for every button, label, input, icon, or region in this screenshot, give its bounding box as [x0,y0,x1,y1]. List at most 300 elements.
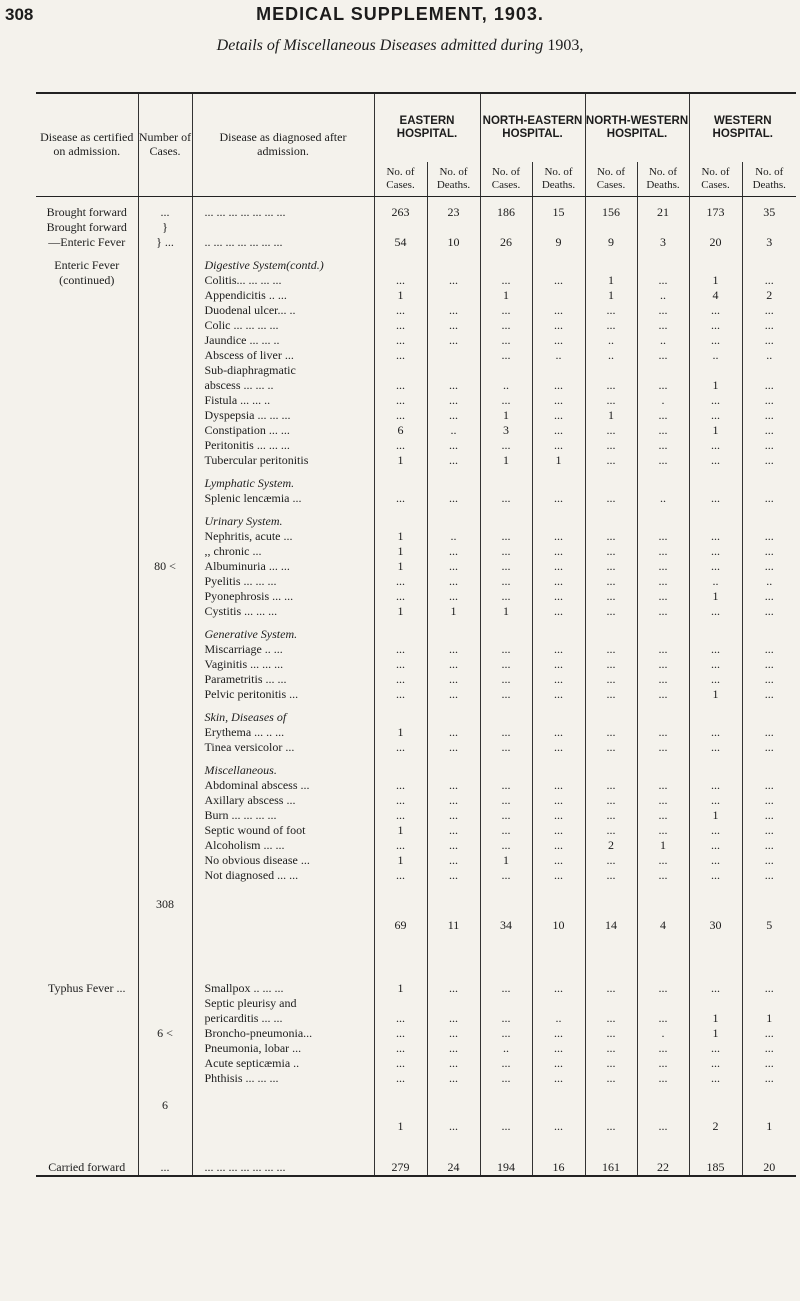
certified-disease-cell [36,589,138,604]
deaths-value-cell: 1 [742,1011,796,1026]
deaths-value-cell: ... [427,1026,480,1041]
certified-disease-cell [36,604,138,619]
cases-value-cell: ... [480,740,532,755]
cases-value-cell: ... [374,574,427,589]
deaths-value-cell: 1 [742,1119,796,1134]
table-row [36,303,796,318]
cases-value-cell: 1 [480,853,532,868]
deaths-value-cell: ... [532,672,585,687]
diagnosis-cell: Abdominal abscess ... [192,778,374,793]
deaths-value-cell [532,763,585,778]
diagnosis-cell [192,897,374,912]
diagnosis-cell: pericarditis ... ... [192,1011,374,1026]
deaths-value-cell: ... [637,853,689,868]
table-row [36,1041,796,1056]
deaths-value-cell: ... [427,1119,480,1134]
cases-value-cell: ... [585,823,637,838]
deaths-value-cell: ... [532,838,585,853]
deaths-value-cell: ... [427,642,480,657]
deaths-value-cell: ... [637,808,689,823]
header-disease-certified: Disease as certified on admission. [36,93,138,197]
deaths-value-cell: ... [637,1071,689,1086]
cases-value-cell [585,1098,637,1113]
deaths-value-cell: ... [427,1056,480,1071]
cases-value-cell: ... [689,604,742,619]
table-row [36,408,796,423]
deaths-value-cell [427,220,480,235]
cases-value-cell: 4 [689,288,742,303]
cases-value-cell [480,514,532,529]
cases-value-cell: ... [585,438,637,453]
deaths-value-cell [532,220,585,235]
deaths-value-cell [532,710,585,725]
table-row [36,453,796,468]
deaths-value-cell: ... [427,273,480,288]
cases-value-cell: 1 [374,544,427,559]
certified-disease-cell [36,657,138,672]
deaths-value-cell [742,897,796,912]
certified-disease-cell: Enteric Fever [54,258,120,272]
cases-value-cell: ... [374,808,427,823]
certified-disease-cell [36,996,138,1011]
diagnosis-cell: Skin, Diseases of [192,710,374,725]
deaths-value-cell [742,363,796,378]
deaths-value-cell [637,258,689,273]
deaths-value-cell: ... [742,657,796,672]
cases-value-cell [689,996,742,1011]
deaths-value-cell: ... [427,1011,480,1026]
deaths-value-cell: ... [532,333,585,348]
deaths-value-cell [427,258,480,273]
deaths-value-cell: ... [637,981,689,996]
table-row [36,559,796,574]
diagnosis-cell: Constipation ... ... [192,423,374,438]
deaths-value-cell: ... [427,1041,480,1056]
cases-value-cell [374,258,427,273]
case-count-cell [138,725,192,740]
cases-value-cell: ... [480,1056,532,1071]
deaths-value-cell [742,996,796,1011]
table-row [36,220,796,235]
case-count-cell [138,273,192,288]
diagnosis-cell: ,, chronic ... [192,544,374,559]
cases-value-cell: ... [480,981,532,996]
deaths-value-cell [742,220,796,235]
cases-value-cell: 1 [689,423,742,438]
certified-disease-cell [36,288,138,303]
diagnosis-cell: Pyelitis ... ... ... [192,574,374,589]
cases-value-cell: ... [374,1056,427,1071]
deaths-value-cell [742,710,796,725]
cases-value-cell: ... [374,778,427,793]
subtotal-row [36,1119,796,1134]
deaths-value-cell: 1 [637,838,689,853]
deaths-value-cell [637,514,689,529]
deaths-value-cell: 1 [532,453,585,468]
case-count-cell [138,1119,192,1134]
cases-value-cell [585,476,637,491]
deaths-value-cell [427,363,480,378]
certified-disease-cell [36,453,138,468]
cases-value-cell [374,476,427,491]
deaths-value-cell [742,476,796,491]
cases-value-cell: ... [480,393,532,408]
deaths-value-cell [427,288,480,303]
deaths-value-cell: 20 [742,1160,796,1176]
case-count-cell [138,808,192,823]
deaths-value-cell: ... [532,273,585,288]
deaths-value-cell: .. [532,1011,585,1026]
cases-value-cell [585,627,637,642]
case-count-cell [138,574,192,589]
deaths-value-cell [427,710,480,725]
table-row [36,544,796,559]
header-eastern-hospital: EASTERN HOSPITAL. [374,93,480,162]
row-spacer [36,1086,796,1098]
deaths-value-cell: .. [637,333,689,348]
deaths-value-cell: .. [637,491,689,506]
diagnosis-cell: ... ... ... ... ... ... ... [192,205,374,220]
case-count-cell [138,838,192,853]
deaths-value-cell: ... [532,868,585,883]
cases-value-cell: ... [585,793,637,808]
cases-value-cell: ... [374,672,427,687]
deaths-value-cell [532,258,585,273]
certified-disease-cell [36,408,138,423]
table-row [36,642,796,657]
deaths-value-cell: ... [532,778,585,793]
section-heading-row [36,710,796,725]
cases-value-cell: 1 [374,853,427,868]
deaths-value-cell: ... [637,823,689,838]
deaths-value-cell: ... [742,333,796,348]
certified-disease-cell [36,918,138,933]
cases-value-cell: ... [480,642,532,657]
case-count-cell: 80 < [138,559,192,574]
table-row [36,1011,796,1026]
deaths-value-cell [427,1098,480,1113]
deaths-value-cell: ... [532,1026,585,1041]
cases-value-cell: ... [480,529,532,544]
page-header [0,0,800,70]
deaths-value-cell: ... [742,725,796,740]
cases-value-cell [480,220,532,235]
certified-disease-cell: Brought forward [46,205,127,219]
case-count-cell [138,408,192,423]
case-count-cell [138,423,192,438]
cases-value-cell: ... [374,318,427,333]
certified-disease-cell [36,793,138,808]
deaths-value-cell: ... [637,657,689,672]
diagnosis-cell: Duodenal ulcer... .. [192,303,374,318]
deaths-value-cell [427,763,480,778]
cases-value-cell: ... [689,672,742,687]
cases-value-cell: 9 [585,235,637,250]
certified-disease-cell [36,808,138,823]
deaths-value-cell: ... [427,868,480,883]
deaths-value-cell: ... [427,838,480,853]
cases-value-cell: ... [374,333,427,348]
cases-value-cell: 1 [480,288,532,303]
cases-value-cell: ... [480,491,532,506]
deaths-value-cell: ... [532,1041,585,1056]
certified-disease-cell [36,1098,138,1113]
cases-value-cell: ... [480,838,532,853]
table-header [36,93,796,197]
cases-value-cell: 26 [480,235,532,250]
diagnosis-cell: Miscarriage .. ... [192,642,374,657]
cases-value-cell: ... [585,529,637,544]
certified-disease-cell [36,642,138,657]
certified-disease-cell [36,740,138,755]
case-count-cell [138,453,192,468]
certified-disease-cell [36,1041,138,1056]
row-spacer [36,197,796,206]
header-number-of-cases: Number of Cases. [138,93,192,197]
cases-value-cell: ... [585,303,637,318]
case-count-cell [138,378,192,393]
case-count-cell: 6 < [138,1026,192,1041]
table-title-year: 1903, [547,37,584,54]
deaths-value-cell: ... [637,740,689,755]
deaths-value-cell: 11 [427,918,480,933]
cases-value-cell: ... [480,657,532,672]
cases-value-cell: ... [585,559,637,574]
cases-value-cell: 263 [374,205,427,220]
certified-disease-cell [36,627,138,642]
diagnosis-cell: Parametritis ... ... [192,672,374,687]
cases-value-cell: ... [585,687,637,702]
diseases-table [36,92,796,1177]
deaths-value-cell: ... [637,672,689,687]
certified-disease-cell [36,423,138,438]
cases-value-cell: ... [374,1026,427,1041]
cases-value-cell [480,258,532,273]
deaths-value-cell: 10 [427,235,480,250]
case-count-cell [138,642,192,657]
deaths-value-cell: ... [637,529,689,544]
diagnosis-cell: Colitis... ... ... ... [192,273,374,288]
deaths-value-cell [427,476,480,491]
deaths-value-cell: ... [637,559,689,574]
cases-value-cell: ... [585,1026,637,1041]
cases-value-cell: ... [689,333,742,348]
certified-disease-cell [36,491,138,506]
deaths-value-cell: ... [742,1026,796,1041]
diagnosis-cell: abscess ... ... .. [192,378,374,393]
cases-value-cell: 156 [585,205,637,220]
deaths-value-cell: ... [637,574,689,589]
certified-disease-cell [36,514,138,529]
deaths-value-cell: 15 [532,205,585,220]
case-count-cell [138,363,192,378]
deaths-value-cell [742,763,796,778]
deaths-value-cell: ... [637,348,689,363]
cases-value-cell: ... [689,1071,742,1086]
deaths-value-cell: ... [742,408,796,423]
deaths-value-cell: ... [427,687,480,702]
cases-value-cell: ... [480,333,532,348]
cases-value-cell: ... [585,1041,637,1056]
table-row [36,687,796,702]
deaths-value-cell: ... [637,1119,689,1134]
case-count-cell [138,1071,192,1086]
case-count-cell [138,1041,192,1056]
subheader-deaths: No. of Deaths. [637,162,689,197]
certified-disease-cell [36,378,138,393]
deaths-value-cell: 4 [637,918,689,933]
deaths-value-cell [532,514,585,529]
cases-value-cell: ... [689,981,742,996]
cases-value-cell: 14 [585,918,637,933]
certified-disease-cell [36,1011,138,1026]
deaths-value-cell: ... [637,868,689,883]
cases-value-cell: ... [374,438,427,453]
row-spacer [36,506,796,514]
cases-value-cell: ... [374,642,427,657]
subheader-deaths: No. of Deaths. [427,162,480,197]
table-row [36,1160,796,1176]
case-count-cell [138,823,192,838]
diagnosis-cell: Not diagnosed ... ... [192,868,374,883]
case-count-cell [138,1011,192,1026]
diagnosis-cell: Septic pleurisy and [192,996,374,1011]
deaths-value-cell: ... [427,574,480,589]
diagnosis-cell: Phthisis ... ... ... [192,1071,374,1086]
diagnosis-cell: ... ... ... ... ... ... ... [192,1160,374,1176]
deaths-value-cell: .. [532,348,585,363]
deaths-value-cell: 3 [742,235,796,250]
case-count-cell [138,348,192,363]
deaths-value-cell: ... [742,273,796,288]
cases-value-cell: 1 [374,288,427,303]
certified-disease-cell: —Enteric Fever [48,235,126,249]
header-western-hospital: WESTERN HOSPITAL. [689,93,796,162]
diagnosis-cell: Pneumonia, lobar ... [192,1041,374,1056]
cases-value-cell: 69 [374,918,427,933]
cases-value-cell: ... [374,740,427,755]
cases-value-cell: 1 [374,823,427,838]
deaths-value-cell: 24 [427,1160,480,1176]
cases-value-cell: ... [585,378,637,393]
cases-value-cell: ... [585,318,637,333]
cases-value-cell [374,363,427,378]
cases-value-cell: ... [689,544,742,559]
cases-value-cell: 1 [374,453,427,468]
cases-value-cell: 6 [374,423,427,438]
cases-value-cell [374,996,427,1011]
cases-value-cell: ... [585,604,637,619]
cases-value-cell: 34 [480,918,532,933]
cases-value-cell: ... [585,589,637,604]
table-row [36,333,796,348]
case-count-cell [138,438,192,453]
deaths-value-cell: .. [637,288,689,303]
cases-value-cell [374,1098,427,1113]
table-row [36,393,796,408]
subheader-deaths: No. of Deaths. [532,162,585,197]
deaths-value-cell: ... [742,438,796,453]
diagnosis-cell [192,1119,374,1134]
deaths-value-cell: ... [532,642,585,657]
case-count-cell [138,393,192,408]
deaths-value-cell [532,476,585,491]
cases-value-cell: ... [480,793,532,808]
cases-value-cell: ... [585,1119,637,1134]
subheader-cases: No. of Cases. [585,162,637,197]
cases-value-cell: .. [480,1041,532,1056]
table-row [36,235,796,250]
cases-value-cell: 1 [374,725,427,740]
row-spacer [36,702,796,710]
deaths-value-cell: ... [427,725,480,740]
deaths-value-cell: ... [637,604,689,619]
deaths-value-cell: ... [637,273,689,288]
section-heading-row [36,514,796,529]
table-row [36,853,796,868]
deaths-value-cell: ... [637,378,689,393]
deaths-value-cell: ... [742,529,796,544]
cases-value-cell: ... [585,544,637,559]
deaths-value-cell: ... [427,778,480,793]
certified-disease-cell [36,348,138,363]
diagnosis-cell: Lymphatic System. [192,476,374,491]
table-row [36,318,796,333]
section-heading-row [36,258,796,273]
table-row [36,897,796,912]
diagnosis-cell: Acute septicæmia .. [192,1056,374,1071]
deaths-value-cell: ... [427,808,480,823]
diagnosis-cell: Miscellaneous. [192,763,374,778]
deaths-value-cell: .. [742,348,796,363]
deaths-value-cell: ... [637,725,689,740]
header-north-western-hospital: NORTH-WESTERN HOSPITAL. [585,93,689,162]
deaths-value-cell [427,348,480,363]
cases-value-cell: ... [689,438,742,453]
case-count-cell [138,333,192,348]
case-count-cell [138,514,192,529]
diagnosis-cell: Tubercular peritonitis [192,453,374,468]
cases-value-cell: ... [374,491,427,506]
diagnosis-cell: Cystitis ... ... ... [192,604,374,619]
cases-value-cell: 279 [374,1160,427,1176]
cases-value-cell: ... [585,868,637,883]
cases-value-cell: ... [374,868,427,883]
cases-value-cell: 3 [480,423,532,438]
section-heading-row [36,476,796,491]
diagnosis-cell: Broncho-pneumonia... [192,1026,374,1041]
deaths-value-cell: ... [532,823,585,838]
deaths-value-cell: 1 [427,604,480,619]
page-number: 308 [5,5,34,24]
deaths-value-cell: ... [742,393,796,408]
cases-value-cell: 1 [374,604,427,619]
cases-value-cell: ... [585,1056,637,1071]
deaths-value-cell [637,1098,689,1113]
deaths-value-cell: ... [532,725,585,740]
cases-value-cell: ... [689,868,742,883]
deaths-value-cell: ... [742,544,796,559]
cases-value-cell: 161 [585,1160,637,1176]
case-count-cell [138,258,192,273]
deaths-value-cell: ... [742,318,796,333]
row-spacer [36,619,796,627]
cases-value-cell: ... [585,981,637,996]
cases-value-cell: 185 [689,1160,742,1176]
cases-value-cell: 194 [480,1160,532,1176]
case-count-cell [138,544,192,559]
certified-disease-cell [36,574,138,589]
